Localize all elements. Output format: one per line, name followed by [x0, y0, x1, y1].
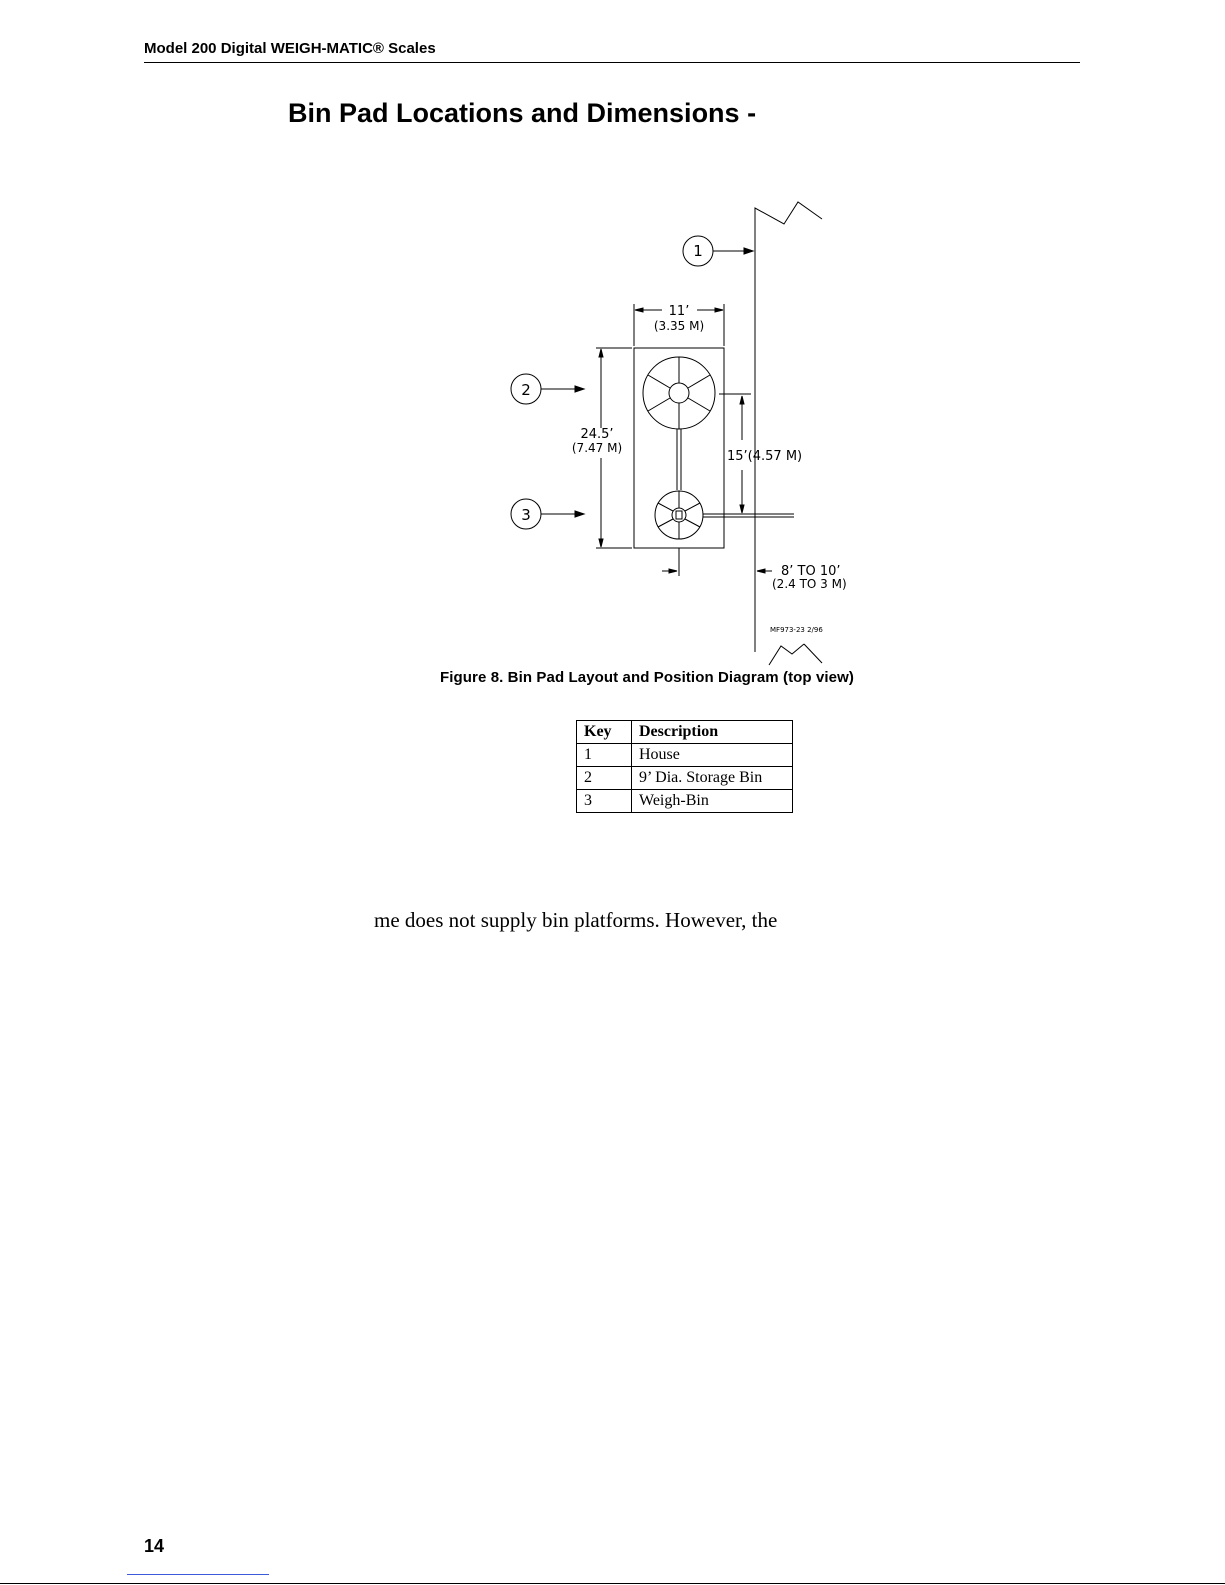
table-cell-key: 2 [577, 767, 632, 790]
key-column-header: Key [577, 721, 632, 744]
width-ft-label: 11’ [668, 304, 690, 319]
drawing-id: MF973-23 2/96 [770, 626, 823, 634]
key-table [576, 720, 793, 813]
length-m-label: (7.47 M) [571, 441, 623, 455]
page-number: 14 [144, 1536, 165, 1556]
table-row [577, 790, 793, 813]
running-header: Model 200 Digital WEIGH-MATIC® Scales [144, 40, 436, 57]
section-title: Bin Pad Locations and Dimensions - [288, 98, 757, 128]
footer-rule [0, 1583, 1225, 1584]
callout-2-label: 2 [521, 381, 531, 399]
house-break-bottom [769, 644, 804, 665]
table-cell-key: 1 [577, 744, 632, 767]
house-distance-m-label: (2.4 TO 3 M) [772, 577, 847, 591]
key-table-header-row [577, 721, 793, 744]
table-cell-description: 9’ Dia. Storage Bin [632, 767, 793, 790]
spacing-label: 15’(4.57 M) [727, 449, 803, 464]
footer-link-underline[interactable] [127, 1574, 269, 1575]
body-paragraph: me does not supply bin platforms. However, the [374, 908, 778, 932]
callout-1-label: 1 [693, 242, 703, 260]
table-cell-description: Weigh-Bin [632, 790, 793, 813]
table-row [577, 744, 793, 767]
table-cell-key: 3 [577, 790, 632, 813]
width-m-label: (3.35 M) [653, 319, 705, 333]
storage-bin-hopper [669, 383, 689, 403]
callout-3-label: 3 [521, 506, 531, 524]
bin-pad-diagram [0, 0, 1225, 690]
weigh-bin-hopper [672, 508, 686, 522]
table-cell-description: House [632, 744, 793, 767]
table-row [577, 767, 793, 790]
length-ft-label: 24.5’ [580, 427, 614, 442]
figure-caption: Figure 8. Bin Pad Layout and Position Diagram (top view) [440, 669, 854, 686]
house-distance-ft-label: 8’ TO 10’ [781, 564, 841, 579]
description-column-header: Description [632, 721, 793, 744]
